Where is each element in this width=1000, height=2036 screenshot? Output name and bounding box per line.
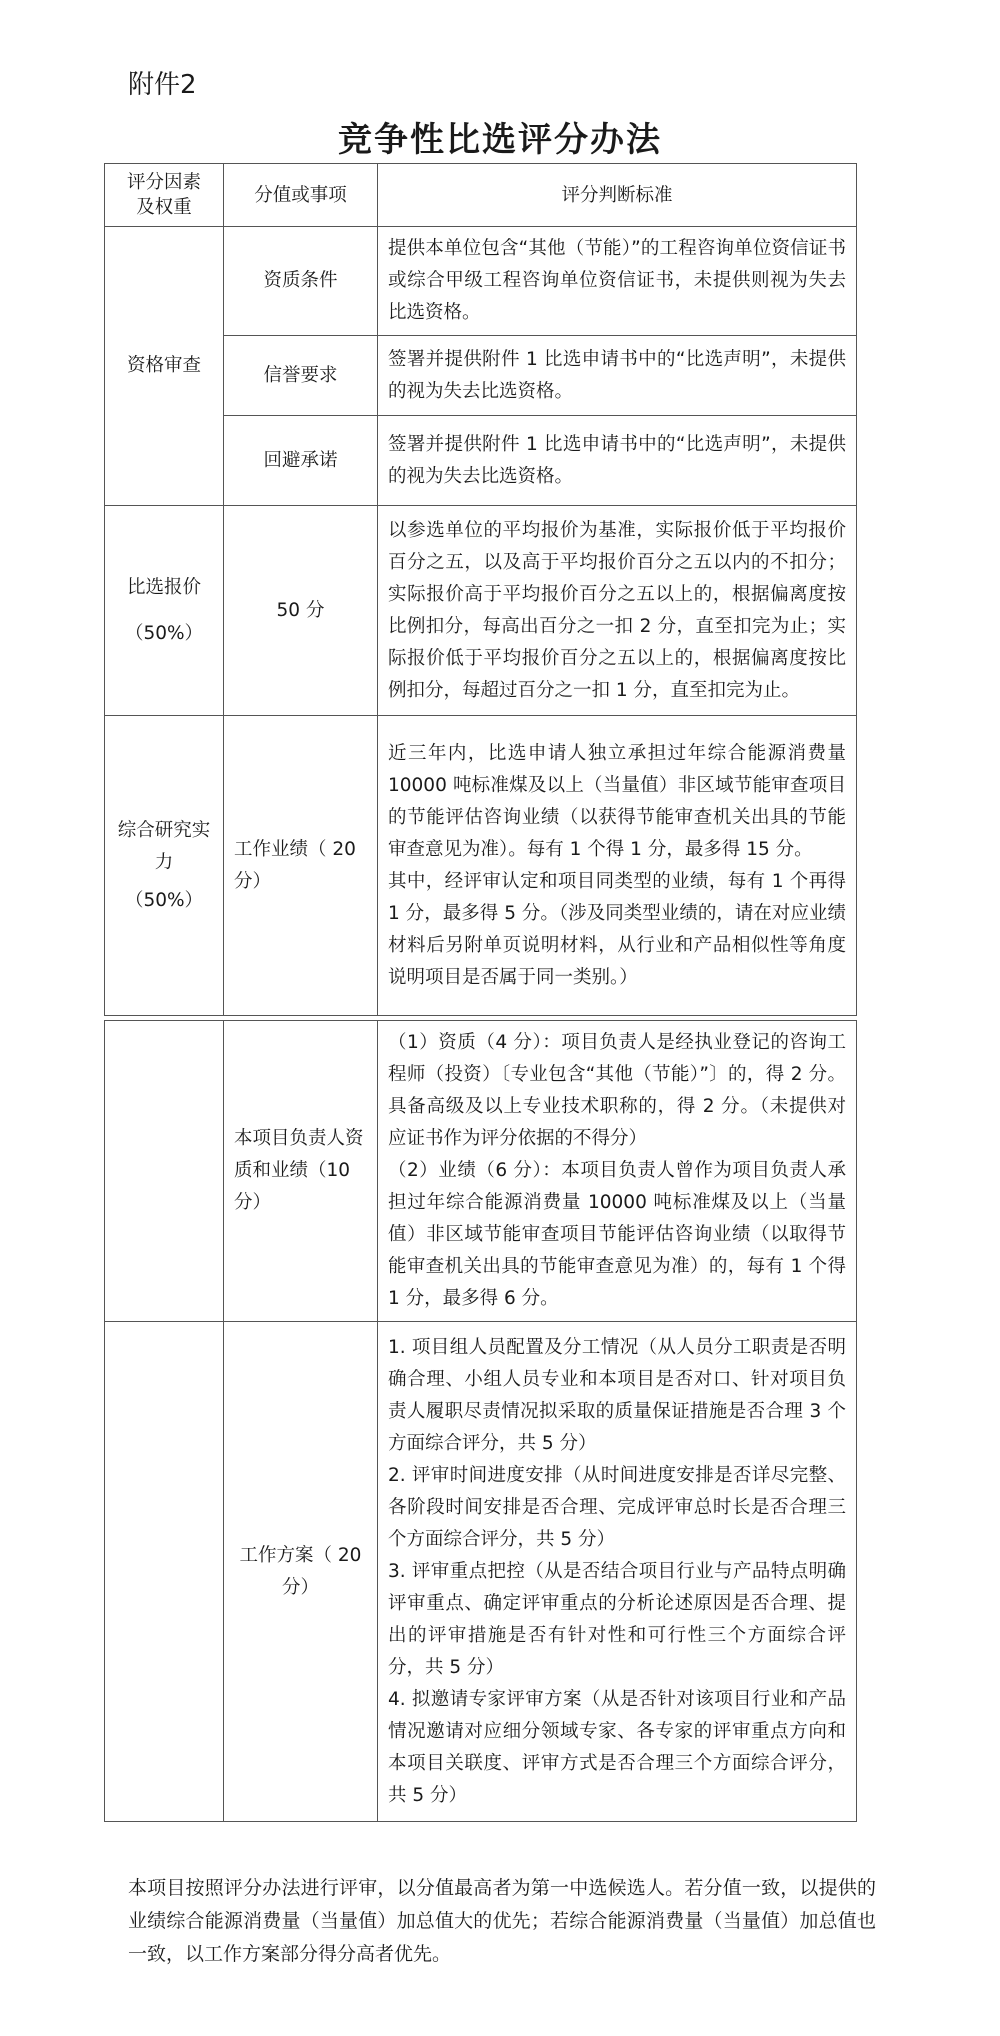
criteria-price: 以参选单位的平均报价为基准，实际报价低于平均报价百分之五，以及高于平均报价百分之五以内的不扣分；实际报价高于平均报价百分之五以上的，根据偏离度按比例扣分，每高出百分之一扣 2 分，直至扣完为止；实际报价低于平均报价百分之五以上的，根据偏离度按比例扣分，每超过百分之一扣 1 分，直至扣完为止。 (378, 506, 857, 716)
criteria-project-leader: （1）资质（4 分）：项目负责人是经执业登记的咨询工程师（投资）〔专业包含“其他（节能）”〕的，得 2 分。具备高级及以上专业技术职称的，得 2 分。（未提供对应证书作为评分依据的不得分） （2）业绩（6 分）：本项目负责人曾作为项目负责人承担过年综合能源消费量 10000 吨标准煤及以上（当量值）非区域节能审查项目节能评估咨询业绩（以取得节能审查机关出具的节能审查意见为准）的，每有 1 个得 1 分，最多得 6 分。 (378, 1021, 857, 1322)
item-credit-requirement: 信誉要求 (224, 336, 378, 416)
criteria-performance: 近三年内，比选申请人独立承担过年综合能源消费量 10000 吨标准煤及以上（当量值）非区域节能审查项目的节能评估咨询业绩（以获得节能审查机关出具的节能审查意见为准）。每有 1 个得 1 分，最多得 15 分。 其中，经评审认定和项目同类型的业绩，每有 1 个再得 1 分，最多得 5 分。（涉及同类型业绩的，请在对应业绩材料后另附单页说明材料，从行业和产品相似性等角度说明项目是否属于同一类别。） (378, 716, 857, 1016)
table-row (105, 506, 857, 716)
criteria-avoidance-pledge: 签署并提供附件 1 比选申请书中的“比选声明”，未提供的视为失去比选资格。 (378, 416, 857, 506)
footer-paragraph: 本项目按照评分办法进行评审，以分值最高者为第一中选候选人。若分值一致，以提供的业绩综合能源消费量（当量值）加总值大的优先；若综合能源消费量（当量值）加总值也一致，以工作方案部分得分高者优先。 (128, 1877, 876, 1965)
factor-research: 综合研究实力 （50%） (105, 716, 224, 1016)
attachment-label: 附件2 (128, 70, 197, 100)
table-row (105, 1021, 857, 1322)
header-factor: 评分因素 及权重 (105, 164, 224, 227)
scoring-table-part2 (104, 1020, 857, 1822)
header-criteria: 评分判断标准 (378, 164, 857, 227)
item-avoidance-pledge: 回避承诺 (224, 416, 378, 506)
evaluation-footer-note (128, 1872, 876, 1971)
table-header-row (105, 164, 857, 227)
item-qualification-cert: 资质条件 (224, 227, 378, 336)
item-work-plan: 工作方案（ 20 分） (224, 1322, 378, 1822)
criteria-work-plan: 1. 项目组人员配置及分工情况（从人员分工职责是否明确合理、小组人员专业和本项目是否对口、针对项目负责人履职尽责情况拟采取的质量保证措施是否合理 3 个方面综合评分，共 5 分） 2. 评审时间进度安排（从时间进度安排是否详尽完整、各阶段时间安排是否合理、完成评审总时长是否合理三个方面综合评分，共 5 分） 3. 评审重点把控（从是否结合项目行业与产品特点明确评审重点、确定评审重点的分析论述原因是否合理、提出的评审措施是否有针对性和可行性三个方面综合评分，共 5 分） 4. 拟邀请专家评审方案（从是否针对该项目行业和产品情况邀请对应细分领域专家、各专家的评审重点方向和本项目关联度、评审方式是否合理三个方面综合评分，共 5 分） (378, 1322, 857, 1822)
criteria-credit-requirement: 签署并提供附件 1 比选申请书中的“比选声明”，未提供的视为失去比选资格。 (378, 336, 857, 416)
score-price: 50 分 (224, 506, 378, 716)
item-performance: 工作业绩（ 20 分） (224, 716, 378, 1016)
factor-continued-empty (105, 1322, 224, 1822)
table-row (105, 1322, 857, 1822)
table-row (105, 227, 857, 336)
factor-continued-empty (105, 1021, 224, 1322)
criteria-qualification-cert: 提供本单位包含“其他（节能）”的工程咨询单位资信证书或综合甲级工程咨询单位资信证书，未提供则视为失去比选资格。 (378, 227, 857, 336)
factor-price: 比选报价 （50%） (105, 506, 224, 716)
table-row (105, 716, 857, 1016)
document-title: 竞争性比选评分办法 (338, 120, 662, 160)
item-project-leader: 本项目负责人资质和业绩（10 分） (224, 1021, 378, 1322)
factor-qualification: 资格审查 (105, 227, 224, 506)
scoring-table-part1 (104, 163, 857, 1016)
header-score: 分值或事项 (224, 164, 378, 227)
